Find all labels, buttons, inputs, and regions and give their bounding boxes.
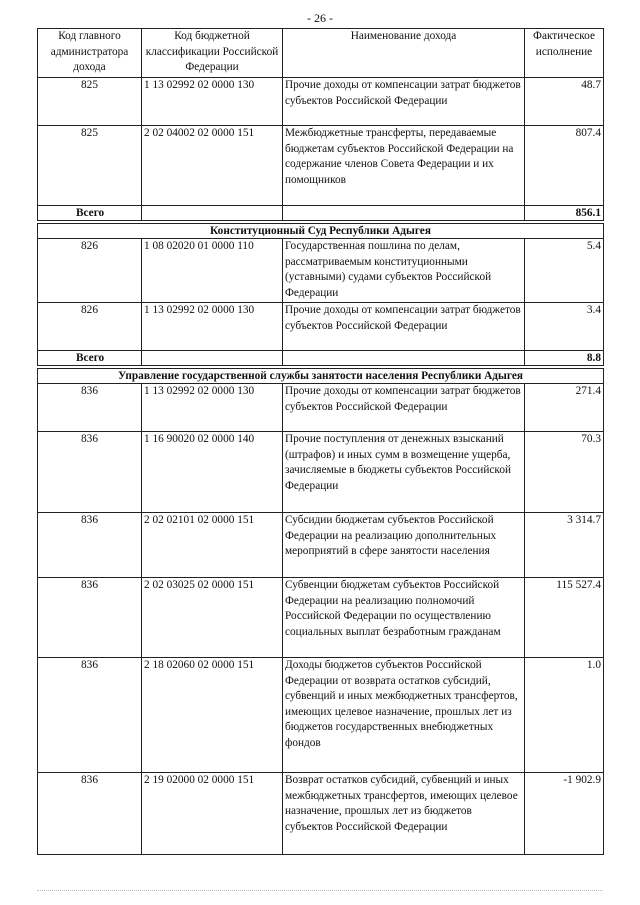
admin-code-cell: 836 (38, 658, 142, 773)
budget-code-cell: 2 19 02000 02 0000 151 (142, 773, 283, 855)
amount-cell: 70.3 (525, 432, 604, 513)
amount-cell: 3.4 (525, 303, 604, 351)
header-budget-code: Код бюджетной классификации Российской Федерации (142, 29, 283, 78)
budget-code-cell: 2 02 02101 02 0000 151 (142, 513, 283, 578)
amount-cell: 48.7 (525, 78, 604, 126)
admin-code-cell: 826 (38, 303, 142, 351)
admin-code-cell: 836 (38, 384, 142, 432)
admin-code-cell: 826 (38, 239, 142, 303)
amount-cell: 271.4 (525, 384, 604, 432)
empty-cell (283, 351, 525, 366)
admin-code-cell: 836 (38, 513, 142, 578)
budget-code-cell: 1 13 02992 02 0000 130 (142, 303, 283, 351)
section-title: Конституционный Суд Республики Адыгея (38, 224, 604, 239)
empty-cell (142, 351, 283, 366)
admin-code-cell: 825 (38, 78, 142, 126)
table-row (38, 126, 604, 206)
page-number: - 26 - (307, 11, 333, 25)
section-title-row (38, 224, 604, 239)
admin-code-cell: 825 (38, 126, 142, 206)
total-row (38, 206, 604, 221)
header-admin-code: Код главного администратора дохода (38, 29, 142, 78)
budget-code-cell: 1 16 90020 02 0000 140 (142, 432, 283, 513)
page-bottom-edge (37, 890, 603, 891)
amount-cell: -1 902.9 (525, 773, 604, 855)
total-label: Всего (38, 351, 142, 366)
admin-code-cell: 836 (38, 773, 142, 855)
total-amount: 8.8 (525, 351, 604, 366)
revenue-name-cell: Доходы бюджетов субъектов Российской Федерации от возврата остатков субсидий, субвенций и иных межбюджетных трансфертов, имеющих целевое назначение, прошлых лет из бюджетов государственных внебюджетных фондов (283, 658, 525, 773)
revenue-name-cell: Межбюджетные трансферты, передаваемые бюджетам субъектов Российской Федерации на содержание членов Совета Федерации и их помощников (283, 126, 525, 206)
revenue-table (37, 28, 604, 855)
table-row (38, 578, 604, 658)
section-title: Управление государственной службы занятости населения Республики Адыгея (38, 369, 604, 384)
table-header-row (38, 29, 604, 78)
budget-code-cell: 2 02 04002 02 0000 151 (142, 126, 283, 206)
revenue-name-cell: Прочие доходы от компенсации затрат бюджетов субъектов Российской Федерации (283, 78, 525, 126)
section-title-row (38, 369, 604, 384)
empty-cell (142, 206, 283, 221)
budget-code-cell: 2 02 03025 02 0000 151 (142, 578, 283, 658)
table-row (38, 658, 604, 773)
amount-cell: 807.4 (525, 126, 604, 206)
amount-cell: 115 527.4 (525, 578, 604, 658)
table-row (38, 78, 604, 126)
revenue-name-cell: Возврат остатков субсидий, субвенций и иных межбюджетных трансфертов, имеющих целевое назначение, прошлых лет из бюджетов субъектов Российской Федерации (283, 773, 525, 855)
empty-cell (283, 206, 525, 221)
revenue-name-cell: Государственная пошлина по делам, рассматриваемым конституционными (уставными) судами субъектов Российской Федерации (283, 239, 525, 303)
amount-cell: 3 314.7 (525, 513, 604, 578)
admin-code-cell: 836 (38, 432, 142, 513)
table-row (38, 513, 604, 578)
total-amount: 856.1 (525, 206, 604, 221)
table-row (38, 303, 604, 351)
revenue-name-cell: Прочие доходы от компенсации затрат бюджетов субъектов Российской Федерации (283, 384, 525, 432)
budget-code-cell: 2 18 02060 02 0000 151 (142, 658, 283, 773)
revenue-name-cell: Субвенции бюджетам субъектов Российской Федерации на реализацию полномочий Российской Федерации по осуществлению социальных выплат безработным гражданам (283, 578, 525, 658)
header-revenue-name: Наименование дохода (283, 29, 525, 78)
total-row (38, 351, 604, 366)
amount-cell: 5.4 (525, 239, 604, 303)
revenue-name-cell: Субсидии бюджетам субъектов Российской Федерации на реализацию дополнительных мероприятий в сфере занятости населения (283, 513, 525, 578)
header-actual-amount: Фактическое исполнение (525, 29, 604, 78)
admin-code-cell: 836 (38, 578, 142, 658)
table-row (38, 773, 604, 855)
revenue-name-cell: Прочие поступления от денежных взысканий (штрафов) и иных сумм в возмещение ущерба, зачисляемые в бюджеты субъектов Российской Федерации (283, 432, 525, 513)
budget-code-cell: 1 13 02992 02 0000 130 (142, 384, 283, 432)
total-label: Всего (38, 206, 142, 221)
table-row (38, 239, 604, 303)
amount-cell: 1.0 (525, 658, 604, 773)
budget-code-cell: 1 08 02020 01 0000 110 (142, 239, 283, 303)
revenue-name-cell: Прочие доходы от компенсации затрат бюджетов субъектов Российской Федерации (283, 303, 525, 351)
table-row (38, 432, 604, 513)
budget-code-cell: 1 13 02992 02 0000 130 (142, 78, 283, 126)
table-row (38, 384, 604, 432)
